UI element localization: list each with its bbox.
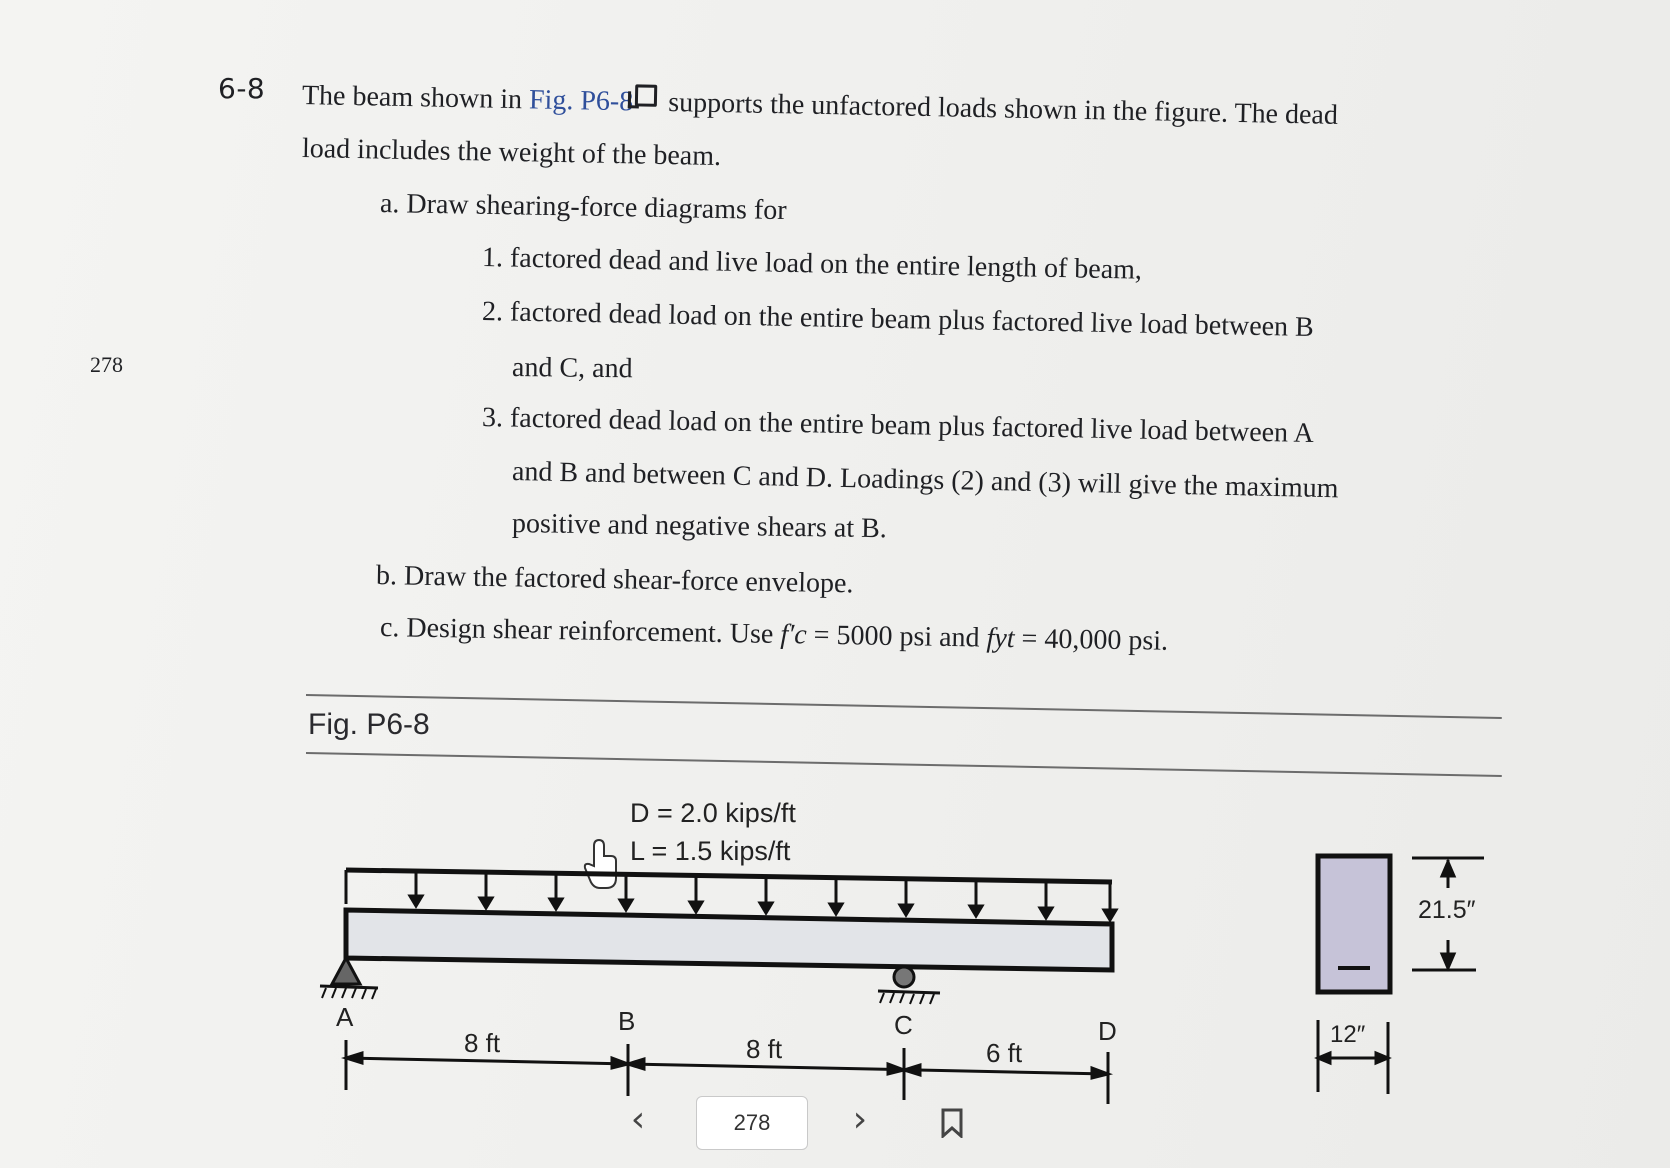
problem-number: 6-8 — [218, 72, 266, 105]
beam-cross-section — [1318, 856, 1390, 992]
section-width-label: 12″ — [1330, 1021, 1366, 1048]
span-label-ab: 8 ft — [464, 1028, 501, 1058]
chevron-right-icon[interactable]: › — [852, 1099, 868, 1140]
item-3-line-2: and B and between C and D. Loadings (2) and (3) will give the maximum — [511, 456, 1339, 505]
page-number-field[interactable]: 278 — [696, 1096, 808, 1150]
page-navigation — [600, 1090, 1020, 1160]
part-c-pre: c. Design shear reinforcement. Use — [379, 612, 781, 650]
part-a-text: a. Draw shearing-force diagrams for — [379, 188, 787, 227]
point-label-a: A — [336, 1002, 354, 1032]
roller-support-c — [878, 967, 940, 1004]
pin-support-a — [320, 958, 378, 999]
item-2-line-2: and C, and — [511, 352, 633, 385]
part-c-mid: = 5000 psi and — [806, 619, 987, 654]
chevron-left-icon[interactable]: ‹ — [630, 1099, 646, 1140]
point-label-b: B — [618, 1006, 636, 1036]
figure-title: Fig. P6-8 — [308, 708, 430, 741]
live-load-label: L = 1.5 kips/ft — [630, 836, 791, 866]
item-2-line-1: 2. factored dead load on the entire beam plus factored live load between B — [481, 296, 1315, 343]
part-b-text: b. Draw the factored shear-force envelope. — [375, 560, 854, 600]
item-1-text: 1. factored dead and live load on the entire length of beam, — [481, 242, 1143, 286]
item-3-line-3: positive and negative shears at B. — [511, 508, 887, 545]
dead-load-label: D = 2.0 kips/ft — [630, 798, 796, 828]
intro-text-pre: The beam shown in — [301, 80, 530, 116]
part-c-post: = 40,000 psi. — [1014, 623, 1169, 657]
figure-link[interactable]: Fig. P6-8 — [528, 84, 634, 118]
span-label-cd: 6 ft — [986, 1038, 1023, 1068]
bookmark-icon[interactable] — [940, 1108, 964, 1138]
point-label-c: C — [894, 1010, 913, 1040]
beam — [346, 910, 1112, 970]
point-label-d: D — [1098, 1016, 1117, 1046]
margin-page-number: 278 — [90, 352, 123, 377]
span-label-bc: 8 ft — [746, 1034, 783, 1064]
fyt-symbol: fyt — [986, 622, 1015, 655]
fc-symbol: f′c — [780, 618, 807, 651]
intro-text-post: supports the unfactored loads shown in the figure. The dead — [660, 86, 1339, 131]
item-3-line-1: 3. factored dead load on the entire beam plus factored live load between A — [481, 402, 1315, 449]
section-height-label: 21.5″ — [1418, 896, 1476, 924]
intro-line-2: load includes the weight of the beam. — [301, 133, 722, 173]
hand-cursor-icon — [585, 840, 616, 888]
